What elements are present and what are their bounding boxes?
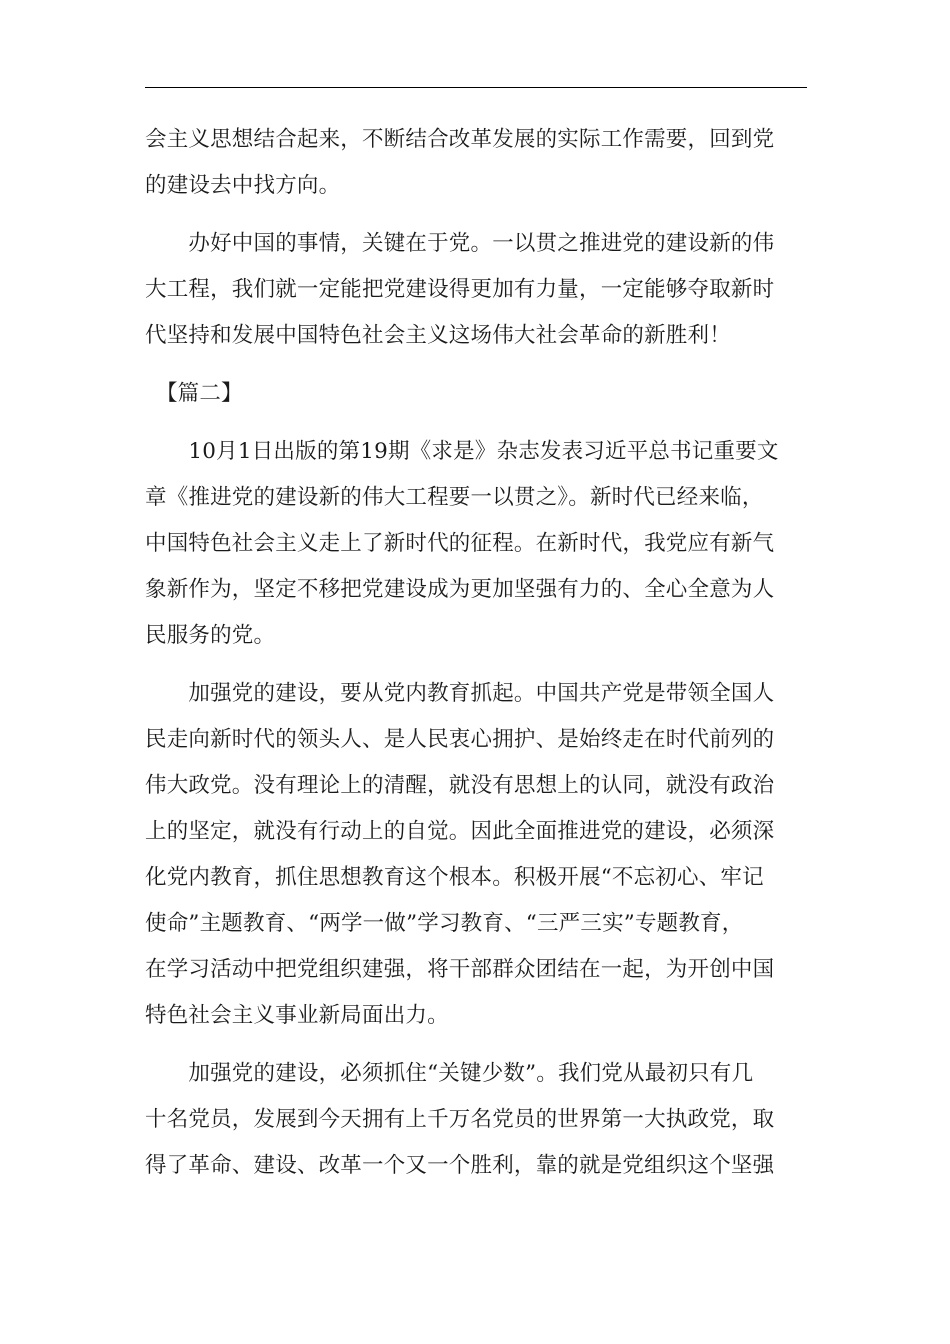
text-line: 代坚持和发展中国特色社会主义这场伟大社会革命的新胜利！ [145,323,731,348]
text-line: 上的坚定，就没有行动上的自觉。因此全面推进党的建设，必须深 [145,819,775,844]
paragraph-gap [145,209,825,221]
text-line: 大工程，我们就一定能把党建设得更加有力量，一定能够夺取新时 [145,277,775,302]
text-line: 民服务的党。 [145,623,276,648]
text-line: 在学习活动中把党组织建强，将干部群众团结在一起，为开创中国 [145,957,775,982]
header-rule [145,87,807,88]
document-body [145,117,825,1189]
text-line: 加强党的建设，必须抓住“关键少数”。我们党从最初只有几 [145,1061,754,1086]
text-line: 章《推进党的建设新的伟大工程要一以贯之》。新时代已经来临， [145,485,764,510]
paragraph-gap [145,359,825,371]
text-line: 象新作为，坚定不移把党建设成为更加坚强有力的、全心全意为人 [145,577,775,602]
text-line: 使命”主题教育、“两学一做”学习教育、“三严三实”专题教育， [145,911,744,936]
paragraph-gap [145,1039,825,1051]
text-line: 的建设去中找方向。 [145,173,341,198]
text-line: 特色社会主义事业新局面出力。 [145,1003,449,1028]
text-line: 10月1日出版的第19期《求是》杂志发表习近平总书记重要文 [145,439,779,464]
text-line: 加强党的建设，要从党内教育抓起。中国共产党是带领全国人 [145,681,775,706]
text-line: 中国特色社会主义走上了新时代的征程。在新时代，我党应有新气 [145,531,775,556]
text-line: 得了革命、建设、改革一个又一个胜利，靠的就是党组织这个坚强 [145,1153,775,1178]
text-line: 办好中国的事情，关键在于党。一以贯之推进党的建设新的伟 [145,231,775,256]
paragraph-gap [145,659,825,671]
text-line: 民走向新时代的领头人、是人民衷心拥护、是始终走在时代前列的 [145,727,775,752]
text-line: 化党内教育，抓住思想教育这个根本。积极开展“不忘初心、牢记 [145,865,764,890]
text-line: 伟大政党。没有理论上的清醒，就没有思想上的认同，就没有政治 [145,773,775,798]
text-line: 会主义思想结合起来，不断结合改革发展的实际工作需要，回到党 [145,127,775,152]
text-line: 十名党员，发展到今天拥有上千万名党员的世界第一大执政党，取 [145,1107,775,1132]
section-heading: 【篇二】 [145,381,243,406]
paragraph-gap [145,417,825,429]
